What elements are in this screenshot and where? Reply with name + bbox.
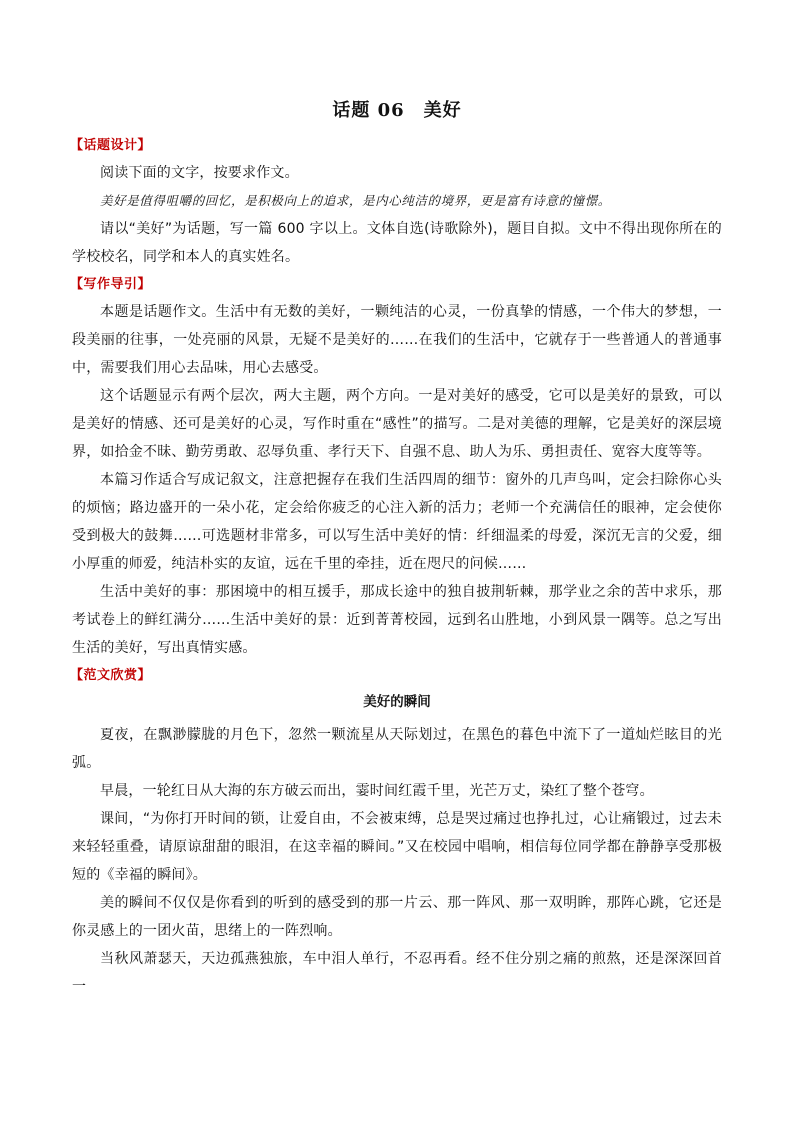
guide-paragraph: 本题是话题作文。生活中有无数的美好，一颗纯洁的心灵，一份真挚的情感，一个伟大的梦想，一段美丽的往事，一处亮丽的风景，无疑不是美好的……在我们的生活中，它就存于一些普通人的普通事中，需要我们用心去品味，用心去感受。 (72, 304, 722, 376)
document-page (72, 96, 722, 1001)
section-label-design: 【话题设计】 (70, 138, 152, 153)
essay-paragraph: 课间，“为你打开时间的锁，让爱自由，不会被束缚，总是哭过痛过也挣扎过，心让痛锻过，过去未来轻轻重叠，请原谅甜甜的眼泪，在这幸福的瞬间。”又在校园中唱响，相信每位同学都在静静享受那极短的《幸福的瞬间》。 (72, 811, 722, 883)
essay-paragraph: 早晨，一轮红日从大海的东方破云而出，霎时间红霞千里，光芒万丈，染红了整个苍穹。 (100, 783, 654, 799)
essay-title: 美好的瞬间 (363, 694, 431, 710)
guide-paragraph: 本篇习作适合写成记叙文，注意把握存在我们生活四周的细节：窗外的几声鸟叫，定会扫除你心头的烦恼；路边盛开的一朵小花，定会给你疲乏的心注入新的活力；老师一个充满信任的眼神，定会使你受到极大的鼓舞……可选题材非常多，可以写生活中美好的情：纤细温柔的母爱，深沉无言的父爱，细小厚重的师爱，纯洁朴实的友谊，远在千里的牵挂，近在咫尺的问候…… (72, 472, 722, 572)
essay-paragraph: 当秋风萧瑟天，天边孤燕独旅，车中泪人单行，不忍再看。经不住分别之痛的煎熬，还是深深回首一 (72, 951, 722, 995)
essay-paragraph: 美的瞬间不仅仅是你看到的听到的感受到的那一片云、那一阵风、那一双明眸，那阵心跳，它还是你灵感上的一团火苗，思绪上的一阵烈响。 (72, 895, 722, 939)
guide-paragraph: 这个话题显示有两个层次，两大主题，两个方向。一是对美好的感受，它可以是美好的景致，可以是美好的情感、还可是美好的心灵，写作时重在“感性”的描写。二是对美德的理解，它是美好的深层境界，如拾金不昧、勤劳勇敢、忍辱负重、孝行天下、自强不息、助人为乐、勇担责任、宽容大度等等。 (72, 388, 722, 460)
essay-paragraph: 夏夜，在飘渺朦胧的月色下，忽然一颗流星从天际划过，在黑色的暮色中流下了一道灿烂眩目的光弧。 (72, 727, 722, 771)
page-title: 话题 06 美好 (332, 100, 462, 121)
design-quote: 美好是值得咀嚼的回忆，是积极向上的追求，是内心纯洁的境界，更是富有诗意的憧憬。 (100, 193, 611, 208)
design-paragraph: 请以“美好”为话题，写一篇 600 字以上。文体自选(诗歌除外)，题目自拟。文中不得出现你所在的学校校名，同学和本人的真实姓名。 (72, 221, 722, 265)
section-label-guide: 【写作导引】 (70, 277, 152, 292)
guide-paragraph: 生活中美好的事：那困境中的相互援手，那成长途中的独自披荆斩棘，那学业之余的苦中求乐，那考试卷上的鲜红满分……生活中美好的景：近到菁菁校园，远到名山胜地，小到风景一隅等。总之写出生活的美好，写出真情实感。 (72, 584, 722, 656)
design-paragraph: 阅读下面的文字，按要求作文。 (100, 165, 299, 181)
section-label-sample: 【范文欣赏】 (70, 668, 152, 683)
